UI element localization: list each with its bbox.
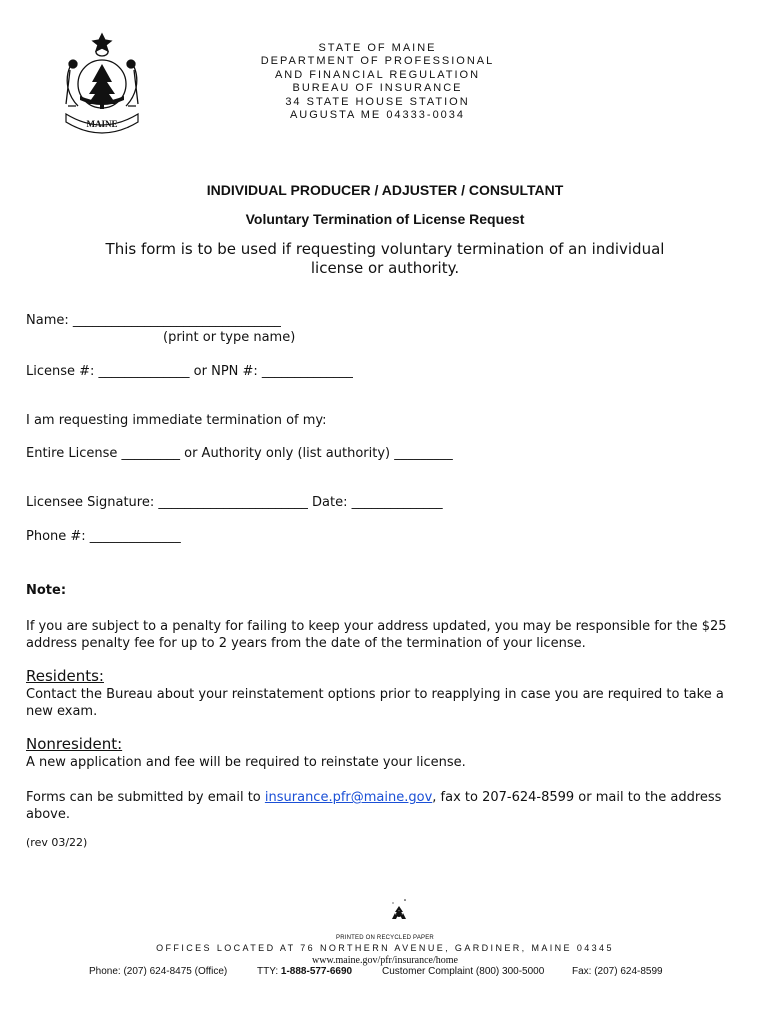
header-line-department: DEPARTMENT OF PROFESSIONAL [260, 55, 495, 68]
recycle-icon [388, 898, 410, 928]
form-subtitle: Voluntary Termination of License Request [245, 211, 525, 227]
license-npn-field[interactable]: License #: ______________ or NPN #: ______________ [26, 364, 353, 379]
agency-header [240, 42, 515, 122]
name-field-hint: (print or type name) [163, 330, 296, 345]
note-heading: Note: [26, 583, 67, 598]
form-intro: This form is to be used if requesting voluntary termination of an individual license or authority. [105, 240, 665, 277]
residents-heading: Residents: [26, 667, 104, 685]
request-statement: I am requesting immediate termination of my: [26, 413, 327, 428]
submission-instructions [26, 789, 746, 823]
header-line-station: 34 STATE HOUSE STATION [285, 95, 470, 108]
residents-text: Contact the Bureau about your reinstatement options prior to reapplying in case you are required to take a new exam. [26, 687, 724, 719]
website-url[interactable]: www.maine.gov/pfr/insurance/home [312, 955, 458, 966]
submission-prefix: Forms can be submitted by email to [26, 790, 265, 805]
printed-on-recycled-paper: PRINTED ON RECYCLED PAPER [336, 935, 434, 941]
tty-value: 1-888-577-6690 [280, 966, 353, 977]
header-line-city: AUGUSTA ME 04333-0034 [289, 109, 466, 122]
office-address: OFFICES LOCATED AT 76 NORTHERN AVENUE, GARDINER, MAINE 04345 [156, 943, 614, 953]
revision-date: (rev 03/22) [26, 836, 88, 849]
header-line-regulation: AND FINANCIAL REGULATION [274, 68, 481, 81]
complaint-phone: Customer Complaint (800) 300-5000 [382, 966, 545, 977]
state-seal-logo [58, 30, 146, 138]
penalty-note: If you are subject to a penalty for failing to keep your address updated, you may be responsible for the $25 address penalty fee for up to 2 years from the date of the termination of your license. [26, 619, 727, 651]
phone-field[interactable]: Phone #: ______________ [26, 529, 181, 544]
termination-scope-field[interactable]: Entire License _________ or Authority only (list authority) _________ [26, 446, 453, 461]
tty-label: TTY: [257, 966, 281, 977]
form-title: INDIVIDUAL PRODUCER / ADJUSTER / CONSULTANT [206, 182, 564, 198]
submission-suffix: , fax to 207-624-8599 or mail to the address above. [26, 790, 722, 822]
fax-number: Fax: (207) 624-8599 [572, 966, 663, 977]
tty-number [257, 966, 352, 977]
office-phone: Phone: (207) 624-8475 (Office) [89, 966, 228, 977]
nonresident-text: A new application and fee will be required to reinstate your license. [26, 755, 466, 770]
header-line-bureau: BUREAU OF INSURANCE [292, 82, 463, 95]
name-field[interactable]: Name: ________________________________ [26, 313, 281, 328]
svg-text:MAINE: MAINE [86, 119, 118, 129]
email-link[interactable]: insurance.pfr@maine.gov [264, 790, 433, 805]
nonresident-heading: Nonresident: [26, 735, 123, 753]
signature-date-field[interactable]: Licensee Signature: _______________________ Date: ______________ [26, 495, 443, 510]
header-line-state: STATE OF MAINE [318, 42, 437, 54]
